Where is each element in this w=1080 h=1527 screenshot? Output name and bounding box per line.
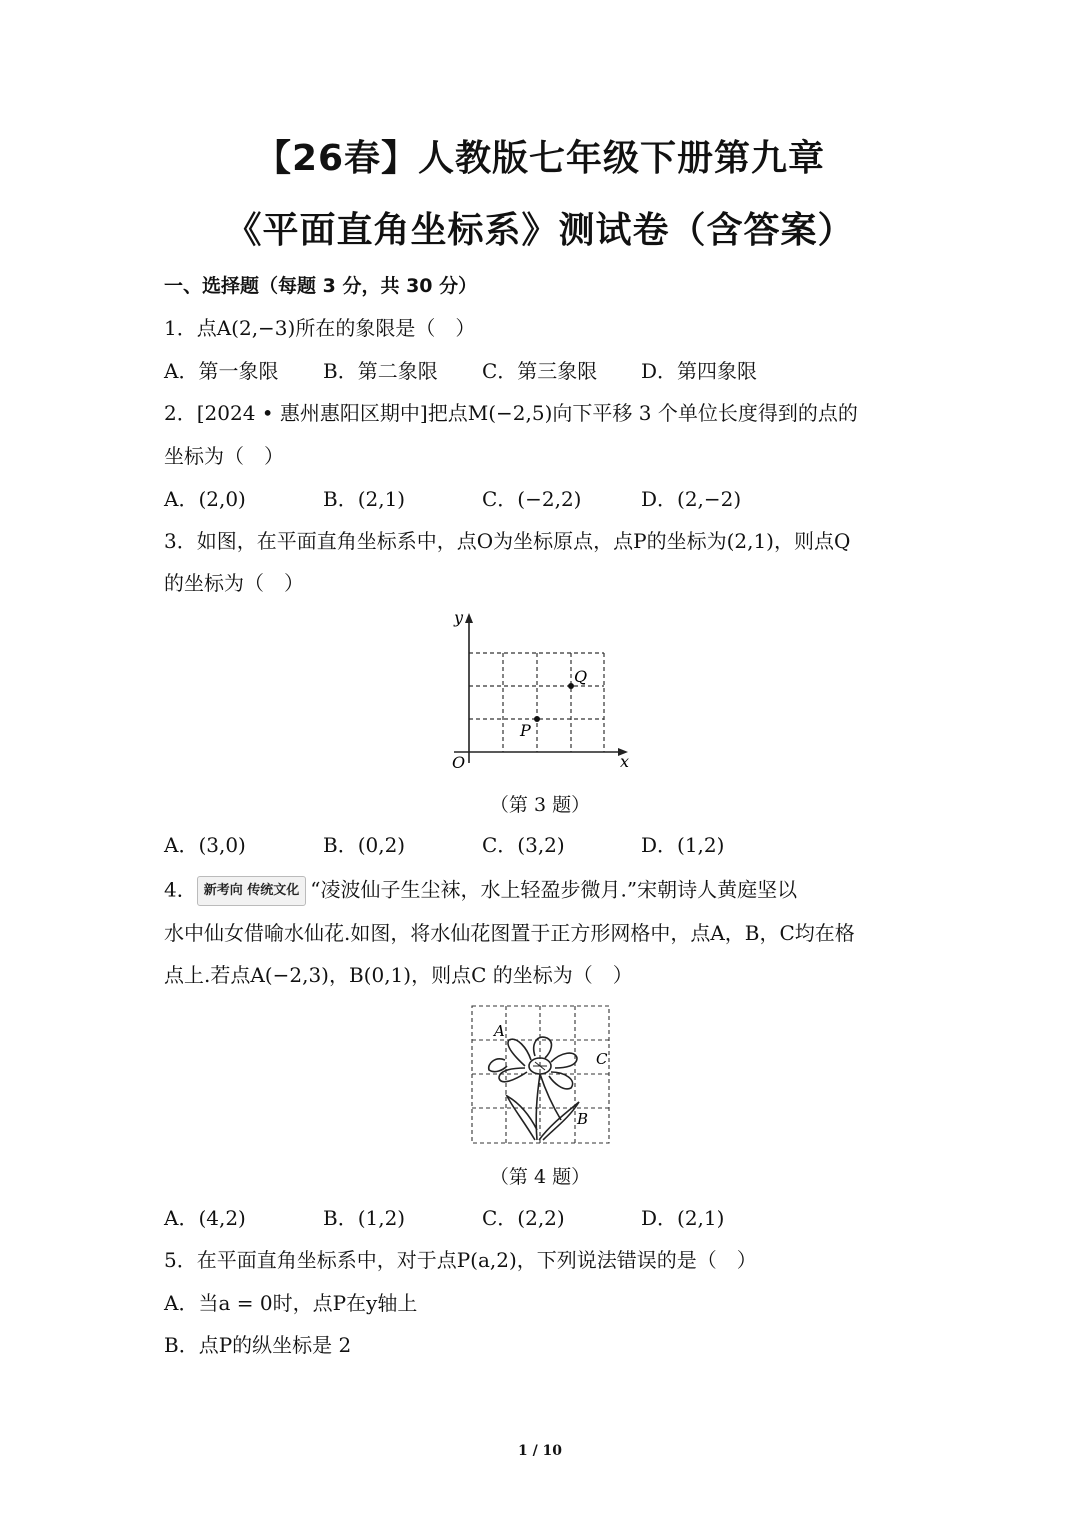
q3-option-c: C．(3,2)	[482, 833, 565, 857]
question-4-text-line-2: 水中仙女借喻水仙花.如图，将水仙花图置于正方形网格中，点A，B，C均在格	[164, 921, 855, 945]
q3-label-y: y	[454, 608, 464, 627]
question-4-narcissus-figure	[465, 1000, 615, 1150]
q1-option-c: C．第三象限	[482, 359, 598, 383]
q3-label-p: P	[520, 721, 531, 740]
question-3-text-line-1: 3．如图，在平面直角坐标系中，点O为坐标原点，点P的坐标为(2,1)，则点Q	[164, 529, 851, 553]
narcissus-drawing	[489, 1037, 579, 1140]
question-4-text-line-1	[164, 876, 797, 906]
q4-number: 4．	[164, 877, 197, 902]
question-5-option-b: B．点P的纵坐标是 2	[164, 1333, 352, 1357]
q3-y-axis-arrow	[465, 613, 473, 623]
title-line-1: 【26春】人教版七年级下册第九章	[254, 138, 826, 179]
question-5-text: 5．在平面直角坐标系中，对于点P(a,2)，下列说法错误的是（ ）	[164, 1248, 757, 1272]
q4-label-a: A	[494, 1022, 505, 1040]
question-4-text-line-3: 点上.若点A(−2,3)，B(0,1)，则点C 的坐标为（ ）	[164, 963, 633, 987]
section-heading: 一、选择题（每题 3 分，共 30 分）	[164, 275, 478, 297]
q4-option-d: D．(2,1)	[641, 1206, 725, 1230]
q4-badge: 新考向 传统文化	[197, 876, 307, 906]
q2-option-d: D．(2,−2)	[641, 487, 742, 511]
q4-option-a: A．(4,2)	[164, 1206, 246, 1230]
question-4-caption: （第 4 题）	[489, 1166, 591, 1188]
q3-option-b: B．(0,2)	[323, 833, 406, 857]
q4-text-line-1: “凌波仙子生尘袜，水上轻盈步微月.”宋朝诗人黄庭坚以	[310, 877, 798, 902]
q3-point-p	[534, 716, 540, 722]
q4-label-b: B	[577, 1110, 589, 1128]
q2-option-c: C．(−2,2)	[482, 487, 582, 511]
q3-option-d: D．(1,2)	[641, 833, 725, 857]
q3-label-x: x	[620, 752, 630, 771]
q2-option-b: B．(2,1)	[323, 487, 406, 511]
question-2-text-line-2: 坐标为（ ）	[164, 444, 284, 468]
question-1-text: 1．点A(2,−3)所在的象限是（ ）	[164, 316, 476, 340]
title-line-2: 《平面直角坐标系》测试卷（含答案）	[225, 210, 855, 251]
q2-option-a: A．(2,0)	[164, 487, 246, 511]
q3-label-origin: O	[452, 753, 466, 772]
question-2-text-line-1: 2．[2024 • 惠州惠阳区期中]把点M(−2,5)向下平移 3 个单位长度得到的点的	[164, 401, 858, 425]
q1-option-b: B．第二象限	[323, 359, 438, 383]
question-3-caption: （第 3 题）	[489, 794, 591, 816]
page-number: 1 / 10	[517, 1443, 563, 1459]
q3-label-q: Q	[574, 667, 588, 686]
q4-option-b: B．(1,2)	[323, 1206, 406, 1230]
question-3-text-line-2: 的坐标为（ ）	[164, 571, 304, 595]
question-3-coordinate-figure	[440, 605, 640, 775]
question-5-option-a: A．当a = 0时，点P在y轴上	[164, 1291, 418, 1315]
q4-option-c: C．(2,2)	[482, 1206, 565, 1230]
q1-option-d: D．第四象限	[641, 359, 758, 383]
q3-option-a: A．(3,0)	[164, 833, 246, 857]
q1-option-a: A．第一象限	[164, 359, 279, 383]
q4-label-c: C	[596, 1050, 608, 1068]
